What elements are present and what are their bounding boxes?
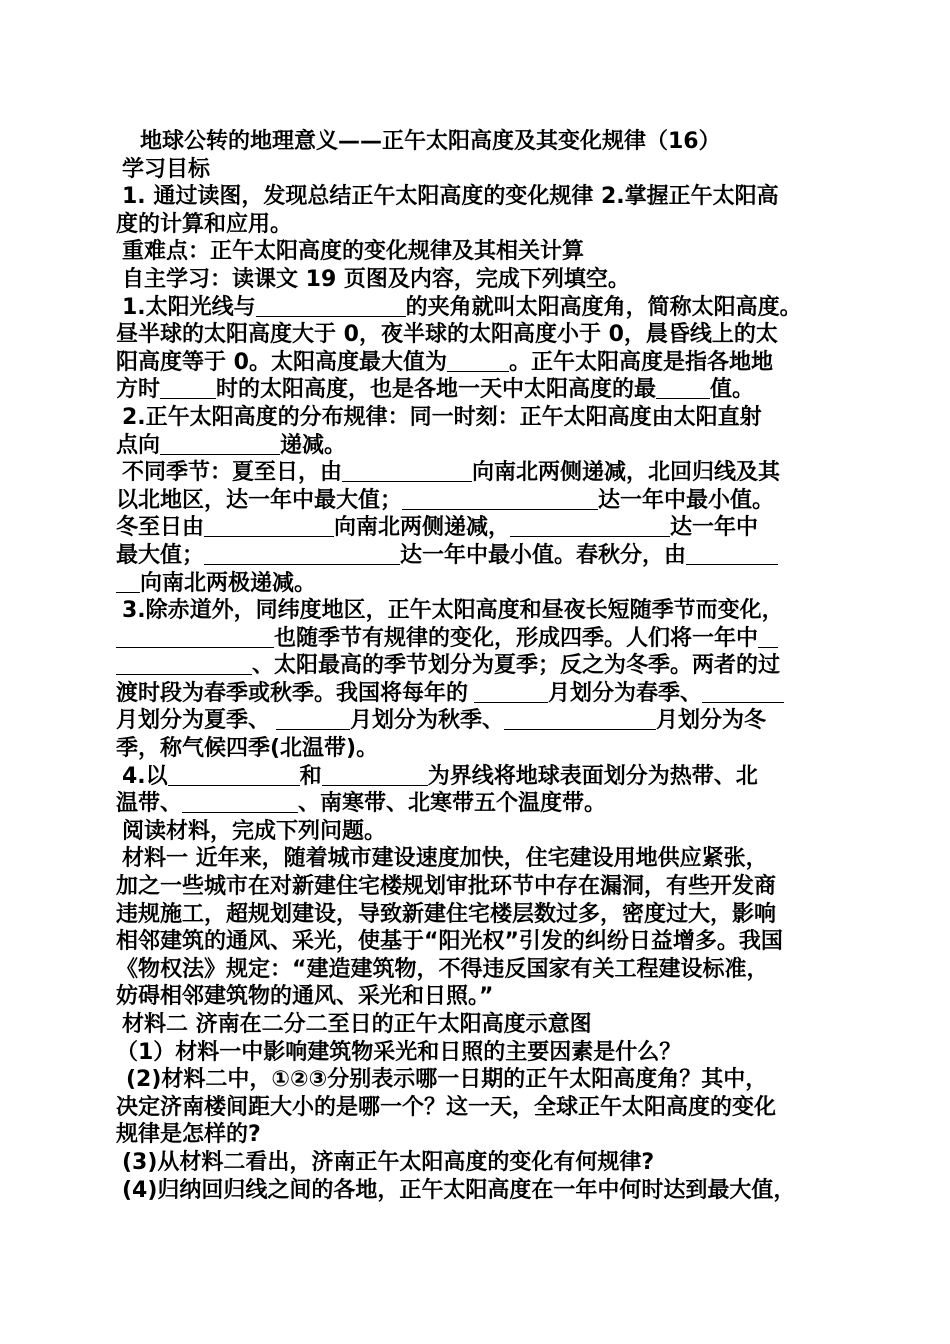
- reading-instruction: 阅读材料，完成下列问题。: [122, 818, 387, 844]
- material-1-line: 材料一 近年来，随着城市建设速度加快，住宅建设用地供应紧张，: [122, 846, 768, 872]
- fill-blank[interactable]: [322, 765, 428, 786]
- question-3: (3)从材料二看出，济南正午太阳高度的变化有何规律?: [122, 1149, 655, 1175]
- self-study-instruction: 自主学习：读课文 19 页图及内容，完成下列填空。: [122, 266, 630, 292]
- q4-line-1: 4.以 和 为界线将地球表面划分为热带、北: [122, 763, 758, 789]
- fill-blank[interactable]: [168, 765, 300, 786]
- fill-blank[interactable]: [116, 627, 274, 648]
- fill-blank[interactable]: [656, 378, 710, 399]
- question-4: (4)归纳回归线之间的各地，正午太阳高度在一年中何时达到最大值，: [122, 1177, 796, 1203]
- q4-line-2: 温带、 、南寒带、北寒带五个温度带。: [116, 791, 607, 817]
- fill-blank[interactable]: [447, 351, 509, 372]
- fill-blank[interactable]: [702, 682, 784, 703]
- fill-blank[interactable]: [510, 516, 670, 537]
- question-1: （1）材料一中影响建筑物采光和日照的主要因素是什么？: [116, 1039, 682, 1065]
- q3-line-4: 渡时段为春季或秋季。我国将每年的 月划分为春季、: [116, 680, 836, 708]
- fill-blank[interactable]: [256, 296, 406, 317]
- fill-blank[interactable]: [758, 627, 778, 648]
- material-1-line: 违规施工，超规划建设，导致新建住宅楼层数过多，密度过大，影响: [116, 901, 777, 927]
- q3-line-2: 也随季节有规律的变化，形成四季。人们将一年中: [116, 625, 836, 653]
- material-2-caption: 材料二 济南在二分二至日的正午太阳高度示意图: [122, 1012, 592, 1037]
- fill-blank[interactable]: [182, 792, 298, 813]
- key-points: 重难点：正午太阳高度的变化规律及其相关计算: [122, 239, 585, 265]
- objectives-heading: 学习目标: [122, 156, 211, 182]
- q2-line-1: 2.正午太阳高度的分布规律：同一时刻：正午太阳高度由太阳直射: [122, 404, 762, 430]
- material-1-line: 加之一些城市在对新建住宅楼规划审批环节中存在漏洞，有些开发商: [116, 874, 777, 900]
- q2-line-7: 向南北两极递减。: [116, 570, 836, 598]
- q1-line-3: 阳高度等于 0。太阳高度最大值为 。正午太阳高度是指各地地: [116, 349, 773, 375]
- q2-line-3: 不同季节：夏至日，由 向南北两侧递减，北回归线及其: [122, 460, 781, 486]
- fill-blank[interactable]: [160, 378, 216, 399]
- fill-blank[interactable]: [402, 489, 598, 510]
- q3-line-6: 季，称气候四季(北温带)。: [116, 736, 379, 762]
- fill-blank[interactable]: [204, 516, 334, 537]
- q2-line-2: 点向 递减。: [116, 432, 347, 458]
- worksheet-page: [116, 128, 836, 1204]
- question-2-line-1: (2)材料二中，①②③分别表示哪一日期的正午太阳高度角？其中，: [126, 1067, 768, 1093]
- q1-line-1: 1.太阳光线与 的夹角就叫太阳高度角，简称太阳高度。: [122, 294, 802, 320]
- q2-line-4: 以北地区，达一年中最大值； 达一年中最小值。: [116, 487, 775, 513]
- fill-blank[interactable]: [116, 654, 252, 675]
- objective-line-1: 1. 通过读图，发现总结正午太阳高度的变化规律 2.掌握正午太阳高: [122, 184, 779, 210]
- q3-line-3: 、太阳最高的季节划分为夏季；反之为冬季。两者的过: [116, 652, 836, 680]
- objective-line-2: 度的计算和应用。: [116, 211, 293, 237]
- fill-blank[interactable]: [276, 709, 350, 730]
- question-2-line-2: 决定济南楼间距大小的是哪一个？这一天，全球正午太阳高度的变化: [116, 1094, 777, 1120]
- question-2-line-3: 规律是怎样的?: [116, 1122, 261, 1148]
- fill-blank[interactable]: [342, 461, 472, 482]
- fill-blank[interactable]: [686, 544, 778, 565]
- document-title: 地球公转的地理意义——正午太阳高度及其变化规律（16）: [140, 129, 721, 154]
- fill-blank[interactable]: [474, 682, 548, 703]
- material-1-line: 妨碍相邻建筑物的通风、采光和日照。”: [116, 984, 494, 1010]
- q2-line-6: 最大值； 达一年中最小值。春秋分，由: [116, 542, 836, 570]
- q1-line-2: 昼半球的太阳高度大于 0，夜半球的太阳高度小于 0，晨昏线上的太: [116, 322, 778, 348]
- fill-blank[interactable]: [116, 572, 140, 593]
- q3-line-5: 月划分为夏季、 月划分为秋季、 月划分为冬: [116, 708, 767, 734]
- fill-blank[interactable]: [204, 544, 400, 565]
- q2-line-5: 冬至日由 向南北两侧递减， 达一年中: [116, 515, 759, 541]
- fill-blank[interactable]: [160, 434, 280, 455]
- material-1-line: 《物权法》规定：“建造建筑物，不得违反国家有关工程建设标准，: [116, 956, 769, 982]
- material-1-line: 相邻建筑的通风、采光，使基于“阳光权”引发的纠纷日益增多。我国: [116, 929, 783, 955]
- fill-blank[interactable]: [504, 709, 656, 730]
- q3-line-1: 3.除赤道外，同纬度地区，正午太阳高度和昼夜长短随季节而变化，: [122, 598, 784, 624]
- q1-line-4: 方时 时的太阳高度，也是各地一天中太阳高度的最 值。: [116, 377, 755, 403]
